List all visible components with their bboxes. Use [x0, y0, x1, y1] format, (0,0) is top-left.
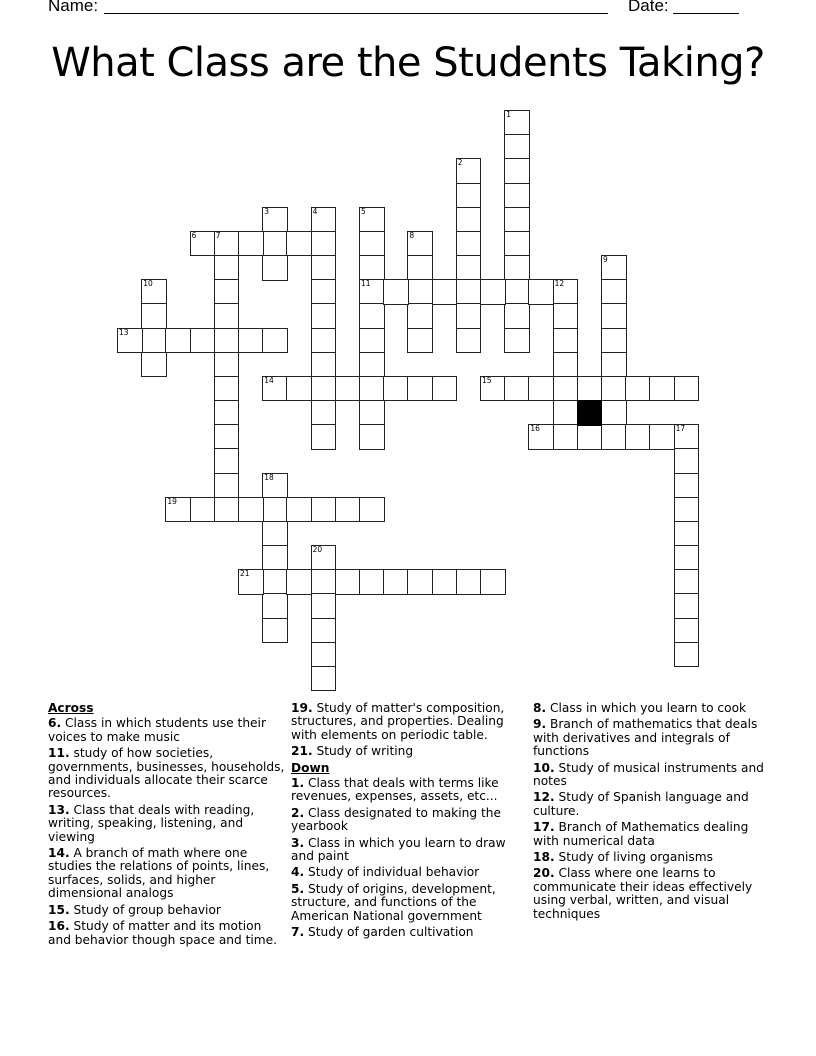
clue-across-13: [48, 804, 288, 844]
clue-number: 5.: [291, 881, 305, 896]
cell-number: 20: [312, 545, 323, 555]
grid-cell[interactable]: [214, 255, 240, 281]
grid-cell[interactable]: [262, 521, 288, 547]
grid-cell[interactable]: [456, 279, 482, 305]
clue-across-14: [48, 847, 288, 901]
grid-cell[interactable]: [262, 473, 288, 499]
clue-down-3: [291, 837, 531, 864]
grid-cell[interactable]: [311, 376, 337, 402]
grid-cell[interactable]: [674, 642, 700, 668]
cell-number: 6: [191, 230, 197, 240]
grid-cell[interactable]: [553, 279, 579, 305]
clue-down-10: [533, 762, 773, 789]
clue-down-5: [291, 883, 531, 923]
clue-down-18: [533, 851, 773, 864]
grid-cell[interactable]: [504, 183, 530, 209]
grid-cell[interactable]: [601, 400, 627, 426]
clue-number: 21.: [291, 744, 313, 759]
grid-cell[interactable]: [625, 424, 651, 450]
grid-cell[interactable]: [335, 376, 361, 402]
grid-cell[interactable]: [214, 448, 240, 474]
grid-cell[interactable]: [311, 424, 337, 450]
grid-cell[interactable]: [674, 497, 700, 523]
down-heading: Down: [291, 760, 330, 775]
grid-cell[interactable]: [359, 279, 385, 305]
cell-number: 2: [457, 158, 463, 168]
grid-cell[interactable]: [214, 328, 240, 354]
clue-text: Class that deals with reading, writing, speaking, listening, and viewing: [48, 802, 255, 844]
clue-number: 4.: [291, 865, 305, 880]
grid-cell[interactable]: [262, 593, 288, 619]
clue-number: 15.: [48, 902, 70, 917]
cell-number: 21: [240, 569, 250, 579]
clue-across-21: [291, 745, 531, 758]
cell-number: 17: [675, 424, 686, 434]
grid-cell[interactable]: [504, 158, 530, 184]
grid-cell[interactable]: [432, 376, 458, 402]
grid-cell[interactable]: [504, 231, 530, 257]
clue-across-6: [48, 717, 288, 744]
grid-cell[interactable]: [407, 231, 433, 257]
clue-text: study of how societies, governments, businesses, households, and individuals allocate their scarce resources.: [48, 746, 285, 801]
grid-cell[interactable]: [286, 497, 312, 523]
clue-column-3: [533, 702, 773, 924]
grid-cell[interactable]: [407, 328, 433, 354]
grid-cell[interactable]: [674, 618, 700, 644]
across-heading: Across: [48, 701, 94, 715]
grid-cell[interactable]: [407, 569, 433, 595]
grid-cell[interactable]: [383, 376, 409, 402]
grid-cell[interactable]: [165, 328, 191, 354]
clue-down-20: [533, 867, 773, 921]
grid-cell[interactable]: [311, 497, 337, 523]
clue-text: Branch of Mathematics dealing with numerical data: [533, 820, 749, 848]
grid-cell[interactable]: [165, 497, 191, 523]
grid-cell[interactable]: [649, 376, 675, 402]
grid-cell[interactable]: [359, 231, 385, 257]
clue-down-12: [533, 791, 773, 818]
grid-cell[interactable]: [383, 279, 409, 305]
cell-number: 18: [264, 472, 274, 482]
grid-cell[interactable]: [238, 328, 264, 354]
clue-number: 11.: [48, 746, 70, 761]
grid-cell[interactable]: [286, 231, 312, 257]
grid-cell[interactable]: [383, 569, 409, 595]
cell-number: 10: [143, 279, 153, 289]
cell-number: 13: [119, 327, 129, 337]
grid-cell[interactable]: [456, 303, 482, 329]
grid-cell[interactable]: [504, 207, 530, 233]
grid-cell[interactable]: [674, 545, 700, 571]
clue-text: Class in which you learn to draw and paint: [291, 835, 506, 864]
cell-number: 14: [264, 375, 274, 385]
clue-number: 8.: [533, 701, 547, 715]
grid-cell[interactable]: [480, 279, 506, 305]
clue-number: 12.: [533, 790, 555, 805]
clue-number: 10.: [533, 760, 555, 775]
grid-cell[interactable]: [262, 207, 288, 233]
page-title: What Class are the Students Taking?: [51, 40, 765, 86]
name-label: Name:: [48, 0, 99, 15]
grid-cell[interactable]: [311, 400, 337, 426]
cell-number: 1: [506, 110, 511, 119]
grid-cell[interactable]: [577, 424, 603, 450]
clue-text: Class designated to making the yearbook: [291, 805, 501, 834]
clue-number: 1.: [291, 776, 305, 791]
grid-cell[interactable]: [238, 231, 264, 257]
grid-cell[interactable]: [311, 255, 337, 281]
grid-cell[interactable]: [359, 255, 385, 281]
clue-number: 6.: [48, 716, 62, 731]
grid-cell[interactable]: [504, 303, 530, 329]
grid-cell[interactable]: [359, 569, 385, 595]
grid-cell[interactable]: [286, 376, 312, 402]
clue-across-16: [48, 920, 288, 947]
cell-number: 5: [361, 206, 366, 216]
grid-cell[interactable]: [359, 303, 385, 329]
grid-cell[interactable]: [577, 376, 603, 402]
grid-cell[interactable]: [311, 569, 337, 595]
grid-cell[interactable]: [214, 352, 240, 378]
grid-cell[interactable]: [407, 303, 433, 329]
grid-cell[interactable]: [601, 376, 627, 402]
clue-text: Study of origins, development, structure, and functions of the American National government: [291, 881, 496, 923]
grid-cell[interactable]: [262, 328, 288, 354]
grid-cell[interactable]: [456, 207, 482, 233]
clue-across-19: [291, 702, 531, 742]
grid-cell[interactable]: [214, 473, 240, 499]
grid-cell[interactable]: [504, 255, 530, 281]
clue-number: 2.: [291, 805, 305, 820]
grid-cell[interactable]: [553, 303, 579, 329]
grid-cell[interactable]: [262, 545, 288, 571]
grid-cell[interactable]: [214, 231, 240, 257]
grid-cell[interactable]: [359, 497, 385, 523]
grid-cell[interactable]: [335, 569, 361, 595]
grid-cell[interactable]: [311, 545, 337, 571]
grid-cell[interactable]: [674, 521, 700, 547]
grid-cell[interactable]: [311, 328, 337, 354]
clue-text: Study of musical instruments and notes: [533, 760, 764, 789]
clue-number: 9.: [533, 717, 547, 732]
grid-cell[interactable]: [601, 255, 627, 281]
grid-cell[interactable]: [649, 424, 675, 450]
cell-number: 11: [361, 279, 371, 289]
clue-number: 20.: [533, 866, 555, 881]
grid-cell[interactable]: [214, 400, 240, 426]
clue-column-1: [48, 702, 288, 950]
grid-cell[interactable]: [141, 352, 167, 378]
clue-text: Study of matter's composition, structures, and properties. Dealing with elements on periodic table.: [291, 701, 505, 742]
grid-cell[interactable]: [407, 279, 433, 305]
grid-cell[interactable]: [601, 279, 627, 305]
grid-cell[interactable]: [311, 666, 337, 692]
grid-cell[interactable]: [359, 376, 385, 402]
clue-text: Study of writing: [316, 744, 414, 759]
clue-down-8: [533, 702, 773, 715]
clue-column-2: [291, 702, 531, 943]
clue-down-17: [533, 821, 773, 848]
clue-text: A branch of math where one studies the relations of points, lines, surfaces, solids, and higher dimensional analogs: [48, 846, 270, 901]
grid-cell[interactable]: [456, 328, 482, 354]
grid-cell[interactable]: [311, 642, 337, 668]
clue-down-1: [291, 777, 531, 804]
grid-cell[interactable]: [311, 231, 337, 257]
grid-cell[interactable]: [674, 593, 700, 619]
grid-cell[interactable]: [456, 569, 482, 595]
grid-cell[interactable]: [456, 158, 482, 184]
cell-number: 16: [530, 424, 540, 434]
clue-across-15: [48, 904, 288, 917]
clue-text: Study of living organisms: [558, 850, 713, 865]
grid-cell[interactable]: [190, 231, 216, 257]
clue-down-2: [291, 807, 531, 834]
grid-cell[interactable]: [674, 376, 700, 402]
grid-cell[interactable]: [456, 183, 482, 209]
grid-cell[interactable]: [141, 279, 167, 305]
grid-cell[interactable]: [190, 497, 216, 523]
clue-text: Class in which you learn to cook: [550, 701, 747, 715]
clue-number: 14.: [48, 846, 70, 861]
grid-cell[interactable]: [601, 303, 627, 329]
grid-cell[interactable]: [407, 255, 433, 281]
clue-text: Class where one learns to communicate their ideas effectively using verbal, written, and visual techniques: [533, 866, 753, 921]
grid-cell[interactable]: [238, 569, 264, 595]
grid-cell[interactable]: [359, 400, 385, 426]
cell-number: 7: [215, 230, 221, 240]
clue-number: 16.: [48, 919, 70, 934]
cell-number: 9: [603, 255, 608, 264]
grid-cell[interactable]: [117, 328, 143, 354]
grid-cell[interactable]: [262, 569, 288, 595]
grid-cell[interactable]: [528, 279, 554, 305]
clue-number: 3.: [291, 835, 305, 850]
grid-cell[interactable]: [504, 279, 530, 305]
grid-cell[interactable]: [262, 497, 288, 523]
cell-number: 12: [554, 279, 565, 289]
grid-cell[interactable]: [335, 497, 361, 523]
grid-cell[interactable]: [311, 352, 337, 378]
cell-number: 3: [264, 206, 269, 216]
grid-cell[interactable]: [262, 376, 288, 402]
grid-cell[interactable]: [553, 328, 579, 354]
grid-cell[interactable]: [504, 376, 530, 402]
cell-number: 4: [312, 206, 318, 216]
clue-number: 7.: [291, 925, 305, 940]
black-cell: [577, 400, 603, 426]
grid-cell[interactable]: [528, 424, 554, 450]
clue-number: 19.: [291, 701, 313, 715]
grid-cell[interactable]: [601, 328, 627, 354]
grid-cell[interactable]: [456, 231, 482, 257]
grid-cell[interactable]: [674, 473, 700, 499]
clue-text: Branch of mathematics that deals with derivatives and integrals of functions: [533, 717, 758, 759]
clue-text: Study of Spanish language and culture.: [533, 790, 749, 818]
grid-cell[interactable]: [286, 569, 312, 595]
cell-number: 19: [167, 496, 177, 506]
grid-cell[interactable]: [311, 207, 337, 233]
grid-cell[interactable]: [214, 376, 240, 402]
grid-cell[interactable]: [214, 303, 240, 329]
clue-text: Class that deals with terms like revenues, expenses, assets, etc...: [291, 776, 499, 804]
grid-cell[interactable]: [625, 376, 651, 402]
grid-cell[interactable]: [432, 569, 458, 595]
grid-cell[interactable]: [214, 497, 240, 523]
grid-cell[interactable]: [528, 376, 554, 402]
grid-cell[interactable]: [238, 497, 264, 523]
clue-text: Class in which students use their voices to make music: [48, 716, 266, 744]
grid-cell[interactable]: [190, 328, 216, 354]
clue-down-7: [291, 926, 531, 939]
grid-cell[interactable]: [480, 569, 506, 595]
grid-cell[interactable]: [141, 328, 167, 354]
grid-cell[interactable]: [359, 328, 385, 354]
clue-down-4: [291, 866, 531, 879]
grid-cell[interactable]: [359, 352, 385, 378]
grid-cell[interactable]: [311, 593, 337, 619]
grid-cell[interactable]: [432, 279, 458, 305]
grid-cell[interactable]: [311, 618, 337, 644]
grid-cell[interactable]: [407, 376, 433, 402]
cell-number: 8: [409, 230, 415, 240]
grid-cell[interactable]: [601, 424, 627, 450]
grid-cell[interactable]: [214, 279, 240, 305]
grid-cell[interactable]: [504, 134, 530, 160]
grid-cell[interactable]: [674, 448, 700, 474]
grid-cell[interactable]: [262, 255, 288, 281]
grid-cell[interactable]: [262, 618, 288, 644]
clue-text: Study of individual behavior: [308, 865, 480, 880]
clue-text: Study of group behavior: [73, 902, 221, 917]
grid-cell[interactable]: [504, 328, 530, 354]
clue-number: 13.: [48, 802, 70, 817]
grid-cell[interactable]: [311, 303, 337, 329]
grid-cell[interactable]: [601, 352, 627, 378]
grid-cell[interactable]: [141, 303, 167, 329]
grid-cell[interactable]: [553, 400, 579, 426]
grid-cell[interactable]: [674, 569, 700, 595]
clue-number: 18.: [533, 850, 555, 865]
date-label: Date:: [628, 0, 669, 15]
grid-cell[interactable]: [553, 376, 579, 402]
cell-number: 15: [482, 375, 492, 385]
grid-cell[interactable]: [480, 376, 506, 402]
grid-cell[interactable]: [553, 424, 579, 450]
clue-text: Study of matter and its motion and behavior though space and time.: [48, 919, 278, 947]
grid-cell[interactable]: [456, 255, 482, 281]
grid-cell[interactable]: [359, 424, 385, 450]
clue-down-9: [533, 718, 773, 758]
grid-cell[interactable]: [504, 110, 530, 136]
clue-across-11: [48, 747, 288, 801]
grid-cell[interactable]: [674, 424, 700, 450]
clue-text: Study of garden cultivation: [308, 925, 474, 940]
grid-cell[interactable]: [214, 424, 240, 450]
grid-cell[interactable]: [262, 231, 288, 257]
grid-cell[interactable]: [311, 279, 337, 305]
grid-cell[interactable]: [553, 352, 579, 378]
clue-number: 17.: [533, 820, 555, 835]
grid-cell[interactable]: [359, 207, 385, 233]
